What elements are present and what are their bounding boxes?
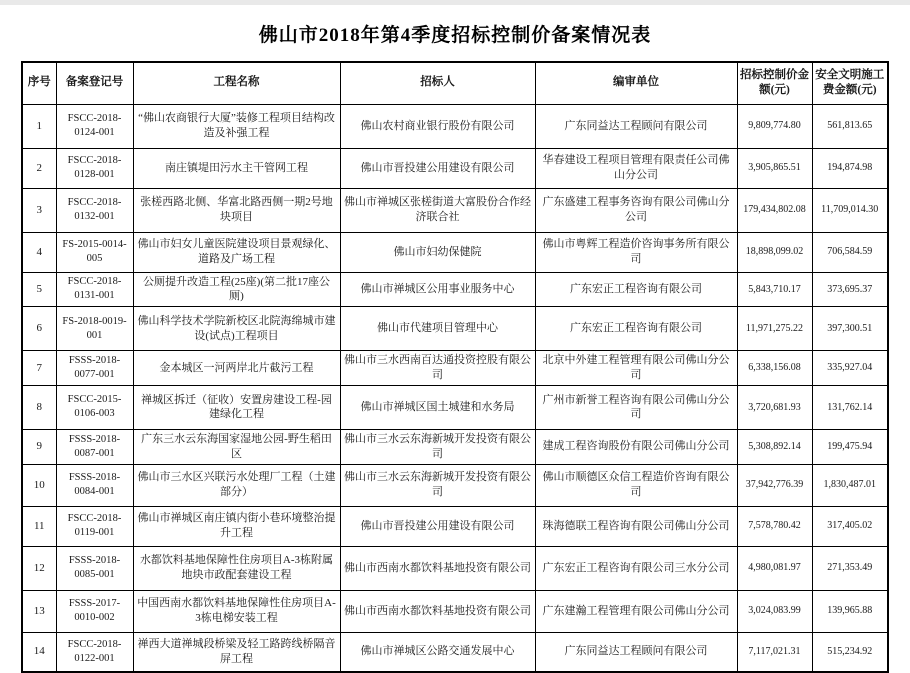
cell-no: 11 <box>22 506 56 546</box>
cell-tenderer: 佛山市代建项目管理中心 <box>340 307 535 351</box>
cell-reviewer: 佛山市顺德区众信工程造价咨询有限公司 <box>535 464 737 506</box>
cell-reviewer: 广东同益达工程顾问有限公司 <box>535 104 737 148</box>
cell-safety: 373,695.37 <box>812 272 888 307</box>
cell-reg: FS-2018-0019-001 <box>56 307 133 351</box>
cell-project: 佛山市禅城区南庄镇内街小巷环境整治提升工程 <box>133 506 340 546</box>
cell-tenderer: 佛山市三水西南百达通投资控股有限公司 <box>340 351 535 386</box>
cell-reg: FSCC-2015-0106-003 <box>56 385 133 429</box>
cell-reg: FSSS-2018-0087-001 <box>56 429 133 464</box>
table-row <box>22 632 888 672</box>
cell-no: 3 <box>22 188 56 232</box>
cell-price: 7,578,780.42 <box>737 506 812 546</box>
cell-reg: FSCC-2018-0122-001 <box>56 632 133 672</box>
cell-project: 金本城区一河两岸北片截污工程 <box>133 351 340 386</box>
cell-project: 佛山市三水区兴联污水处理厂工程（土建部分） <box>133 464 340 506</box>
cell-safety: 335,927.04 <box>812 351 888 386</box>
cell-tenderer: 佛山农村商业银行股份有限公司 <box>340 104 535 148</box>
cell-reviewer: 华春建设工程项目管理有限责任公司佛山分公司 <box>535 148 737 188</box>
cell-tenderer: 佛山市禅城区公路交通发展中心 <box>340 632 535 672</box>
cell-project: 佛山科学技术学院新校区北院海绵城市建设(试点)工程项目 <box>133 307 340 351</box>
cell-reviewer: 广东宏正工程咨询有限公司三水分公司 <box>535 546 737 590</box>
table-row <box>22 188 888 232</box>
cell-reviewer: 广州市新誉工程咨询有限公司佛山分公司 <box>535 385 737 429</box>
cell-reviewer: 广东建瀚工程管理有限公司佛山分公司 <box>535 590 737 632</box>
cell-reg: FSSS-2018-0084-001 <box>56 464 133 506</box>
cell-reviewer: 广东宏正工程咨询有限公司 <box>535 307 737 351</box>
cell-reg: FSCC-2018-0132-001 <box>56 188 133 232</box>
cell-reg: FSCC-2018-0124-001 <box>56 104 133 148</box>
column-header-price: 招标控制价金额(元) <box>737 62 812 104</box>
cell-no: 14 <box>22 632 56 672</box>
cell-no: 1 <box>22 104 56 148</box>
cell-reg: FSCC-2018-0119-001 <box>56 506 133 546</box>
cell-project: 广东三水云东海国家湿地公园-野生稻田区 <box>133 429 340 464</box>
table-row <box>22 590 888 632</box>
cell-no: 2 <box>22 148 56 188</box>
cell-safety: 397,300.51 <box>812 307 888 351</box>
cell-price: 3,905,865.51 <box>737 148 812 188</box>
cell-reg: FSCC-2018-0131-001 <box>56 272 133 307</box>
cell-price: 6,338,156.08 <box>737 351 812 386</box>
cell-reg: FSSS-2018-0085-001 <box>56 546 133 590</box>
cell-safety: 271,353.49 <box>812 546 888 590</box>
cell-safety: 515,234.92 <box>812 632 888 672</box>
column-header-safety: 安全文明施工费金额(元) <box>812 62 888 104</box>
cell-price: 11,971,275.22 <box>737 307 812 351</box>
table-row <box>22 104 888 148</box>
cell-no: 7 <box>22 351 56 386</box>
cell-reviewer: 建成工程咨询股份有限公司佛山分公司 <box>535 429 737 464</box>
cell-tenderer: 佛山市三水云东海新城开发投资有限公司 <box>340 464 535 506</box>
cell-no: 13 <box>22 590 56 632</box>
cell-safety: 1,830,487.01 <box>812 464 888 506</box>
cell-reviewer: 珠海德联工程咨询有限公司佛山分公司 <box>535 506 737 546</box>
filing-table <box>21 61 889 673</box>
page-title: 佛山市2018年第4季度招标控制价备案情况表 <box>258 25 652 46</box>
cell-project: 禅城区拆迁（征收）安置房建设工程-园建绿化工程 <box>133 385 340 429</box>
table-row <box>22 429 888 464</box>
cell-reg: FS-2015-0014-005 <box>56 232 133 272</box>
cell-price: 179,434,802.08 <box>737 188 812 232</box>
cell-safety: 131,762.14 <box>812 385 888 429</box>
cell-tenderer: 佛山市西南水都饮料基地投资有限公司 <box>340 590 535 632</box>
column-header-project: 工程名称 <box>133 62 340 104</box>
table-header-row <box>22 62 888 104</box>
table-row <box>22 272 888 307</box>
table-row <box>22 464 888 506</box>
table-row <box>22 506 888 546</box>
cell-tenderer: 佛山市晋投建公用建设有限公司 <box>340 148 535 188</box>
cell-price: 18,898,099.02 <box>737 232 812 272</box>
cell-project: 公厕提升改造工程(25座)(第二批17座公厕) <box>133 272 340 307</box>
cell-tenderer: 佛山市妇幼保健院 <box>340 232 535 272</box>
cell-reviewer: 北京中外建工程管理有限公司佛山分公司 <box>535 351 737 386</box>
table-row <box>22 351 888 386</box>
cell-safety: 199,475.94 <box>812 429 888 464</box>
cell-reviewer: 佛山市粤辉工程造价咨询事务所有限公司 <box>535 232 737 272</box>
cell-tenderer: 佛山市禅城区张槎街道大富股份合作经济联合社 <box>340 188 535 232</box>
cell-no: 4 <box>22 232 56 272</box>
cell-no: 12 <box>22 546 56 590</box>
cell-price: 4,980,081.97 <box>737 546 812 590</box>
cell-no: 8 <box>22 385 56 429</box>
table-row <box>22 148 888 188</box>
table-row <box>22 307 888 351</box>
column-header-tenderer: 招标人 <box>340 62 535 104</box>
cell-reg: FSSS-2017-0010-002 <box>56 590 133 632</box>
cell-no: 9 <box>22 429 56 464</box>
cell-safety: 139,965.88 <box>812 590 888 632</box>
cell-reviewer: 广东盛建工程事务咨询有限公司佛山分公司 <box>535 188 737 232</box>
cell-project: “佛山农商银行大厦”装修工程项目结构改造及补强工程 <box>133 104 340 148</box>
cell-price: 7,117,021.31 <box>737 632 812 672</box>
cell-tenderer: 佛山市禅城区公用事业服务中心 <box>340 272 535 307</box>
cell-reviewer: 广东宏正工程咨询有限公司 <box>535 272 737 307</box>
cell-reviewer: 广东同益达工程顾问有限公司 <box>535 632 737 672</box>
cell-safety: 561,813.65 <box>812 104 888 148</box>
cell-no: 5 <box>22 272 56 307</box>
cell-safety: 194,874.98 <box>812 148 888 188</box>
cell-project: 中国西南水都饮料基地保障性住房项目A-3栋电梯安装工程 <box>133 590 340 632</box>
cell-reg: FSSS-2018-0077-001 <box>56 351 133 386</box>
column-header-reviewer: 编审单位 <box>535 62 737 104</box>
cell-project: 张槎西路北侧、华富北路西侧一期2号地块项目 <box>133 188 340 232</box>
cell-safety: 317,405.02 <box>812 506 888 546</box>
cell-price: 5,308,892.14 <box>737 429 812 464</box>
cell-no: 6 <box>22 307 56 351</box>
cell-tenderer: 佛山市西南水都饮料基地投资有限公司 <box>340 546 535 590</box>
column-header-reg: 备案登记号 <box>56 62 133 104</box>
cell-no: 10 <box>22 464 56 506</box>
cell-project: 佛山市妇女儿童医院建设项目景观绿化、道路及广场工程 <box>133 232 340 272</box>
cell-tenderer: 佛山市晋投建公用建设有限公司 <box>340 506 535 546</box>
table-row <box>22 546 888 590</box>
cell-price: 5,843,710.17 <box>737 272 812 307</box>
scan-edge-artifact <box>0 0 910 5</box>
cell-safety: 11,709,014.30 <box>812 188 888 232</box>
cell-price: 3,024,083.99 <box>737 590 812 632</box>
cell-safety: 706,584.59 <box>812 232 888 272</box>
cell-tenderer: 佛山市禅城区国土城建和水务局 <box>340 385 535 429</box>
cell-tenderer: 佛山市三水云东海新城开发投资有限公司 <box>340 429 535 464</box>
cell-price: 9,809,774.80 <box>737 104 812 148</box>
table-row <box>22 385 888 429</box>
cell-reg: FSCC-2018-0128-001 <box>56 148 133 188</box>
column-header-no: 序号 <box>22 62 56 104</box>
cell-project: 南庄镇堤田污水主干管网工程 <box>133 148 340 188</box>
table-row <box>22 232 888 272</box>
cell-price: 37,942,776.39 <box>737 464 812 506</box>
cell-price: 3,720,681.93 <box>737 385 812 429</box>
cell-project: 禅西大道禅城段桥梁及轻工路跨线桥隔音屏工程 <box>133 632 340 672</box>
cell-project: 水都饮料基地保障性住房项目A-3栋附属地块市政配套建设工程 <box>133 546 340 590</box>
